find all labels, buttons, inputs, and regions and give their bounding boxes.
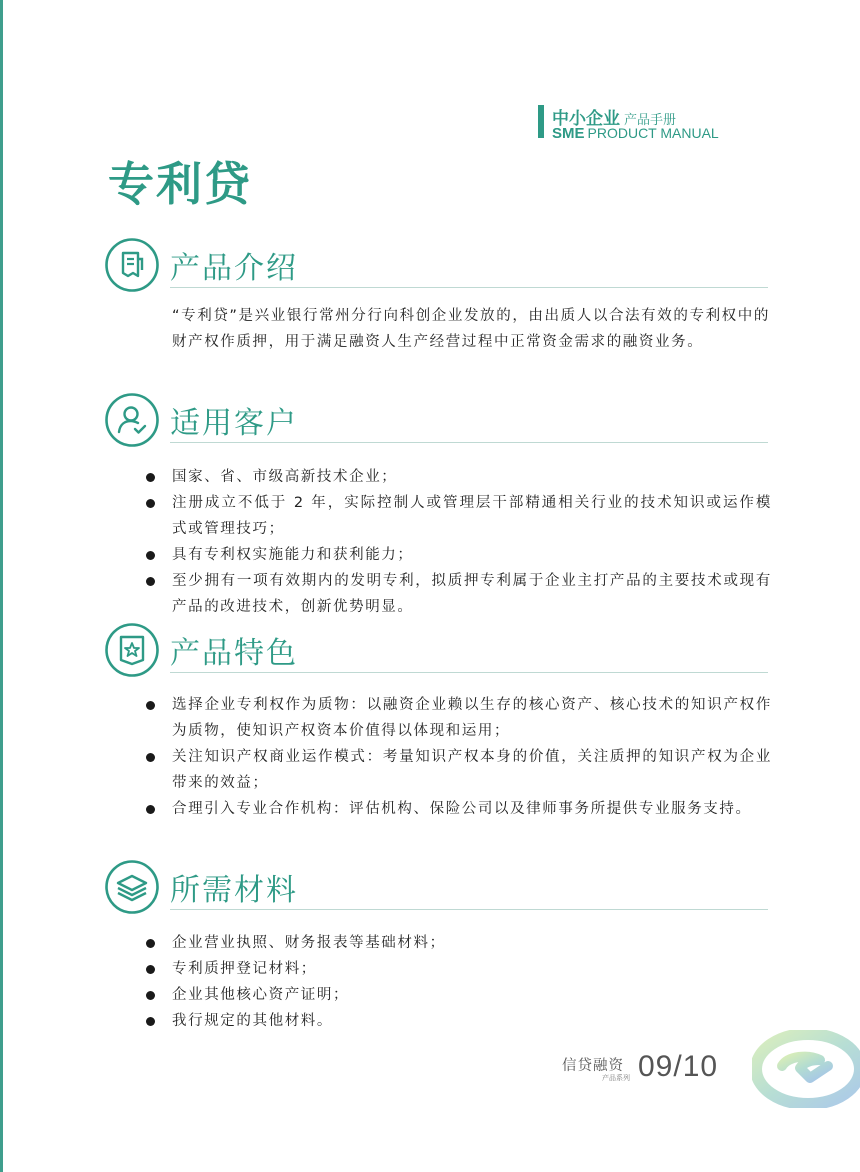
section-title: 产品介绍 <box>170 251 298 286</box>
bullet-dot <box>146 551 155 560</box>
brand-cn: 中小企业 <box>552 109 620 129</box>
list-item <box>146 490 772 542</box>
list-item-text: 注册成立不低于 2 年，实际控制人或管理层干部精通相关行业的技术知识或运作模式或管理技巧； <box>172 495 772 537</box>
section-divider <box>170 672 768 673</box>
series-label: 信贷融资 <box>562 1058 624 1074</box>
bullet-dot <box>146 473 155 482</box>
list-item <box>146 956 772 982</box>
list-item-text: 关注知识产权商业运作模式：考量知识产权本身的价值，关注质押的知识产权为企业带来的效益； <box>172 749 772 791</box>
list-item <box>146 930 772 956</box>
section-materials <box>104 859 768 917</box>
materials-list <box>146 930 772 1034</box>
customers-list <box>146 464 772 620</box>
section-title: 所需材料 <box>170 873 298 908</box>
intro-paragraph: “专利贷”是兴业银行常州分行向科创企业发放的，由出质人以合法有效的专利权中的财产权作质押，用于满足融资人生产经营过程中正常资金需求的融资业务。 <box>172 308 770 350</box>
section-divider <box>170 287 768 288</box>
list-item <box>146 744 772 796</box>
list-item-text: 企业营业执照、财务报表等基础材料； <box>172 935 446 951</box>
page-number: 09/10 <box>638 1050 719 1083</box>
section-heading <box>104 622 768 680</box>
bullet-dot <box>146 965 155 974</box>
bullet-dot <box>146 1017 155 1026</box>
section-heading <box>104 237 768 295</box>
list-item <box>146 796 772 822</box>
list-item <box>146 1008 772 1034</box>
document-icon <box>104 237 160 293</box>
list-item-text: 我行规定的其他材料。 <box>172 1013 333 1029</box>
list-item-text: 国家、省、市级高新技术企业； <box>172 469 398 485</box>
left-edge-rule <box>0 0 3 1172</box>
bullet-dot <box>146 499 155 508</box>
bank-logo-icon <box>752 1030 860 1108</box>
page-title: 专利贷 <box>108 157 252 211</box>
list-item-text: 企业其他核心资产证明； <box>172 987 350 1003</box>
section-features <box>104 622 768 680</box>
section-title: 产品特色 <box>170 636 298 671</box>
list-item-text: 选择企业专利权作为质物：以融资企业赖以生存的核心资产、核心技术的知识产权作为质物，使知识产权资本价值得以体现和运用； <box>172 697 772 739</box>
section-divider <box>170 442 768 443</box>
list-item-text: 至少拥有一项有效期内的发明专利，拟质押专利属于企业主打产品的主要技术或现有产品的改进技术，创新优势明显。 <box>172 573 772 615</box>
list-item <box>146 464 772 490</box>
bullet-dot <box>146 701 155 710</box>
list-item-text: 具有专利权实施能力和获利能力； <box>172 547 414 563</box>
bullet-dot <box>146 991 155 1000</box>
section-intro <box>104 237 768 295</box>
list-item-text: 专利质押登记材料； <box>172 961 317 977</box>
bullet-dot <box>146 939 155 948</box>
brand-line-en <box>552 123 719 142</box>
section-heading <box>104 859 768 917</box>
section-divider <box>170 909 768 910</box>
bullet-dot <box>146 577 155 586</box>
features-list <box>146 692 772 822</box>
brand-en: PRODUCT MANUAL <box>587 125 719 141</box>
section-heading <box>104 392 768 450</box>
brand-bar <box>538 105 544 138</box>
badge-star-icon <box>104 622 160 678</box>
list-item <box>146 542 772 568</box>
brand-en-bold: SME <box>552 125 585 142</box>
layers-icon <box>104 859 160 915</box>
section-title: 适用客户 <box>170 406 298 441</box>
bullet-dot <box>146 753 155 762</box>
section-customers <box>104 392 768 450</box>
list-item <box>146 982 772 1008</box>
brand-cn-sub: 产品手册 <box>624 113 677 128</box>
series-sublabel: 产品系列 <box>602 1074 630 1082</box>
page-footer <box>562 1050 742 1090</box>
list-item-text: 合理引入专业合作机构：评估机构、保险公司以及律师事务所提供专业服务支持。 <box>172 801 752 817</box>
list-item <box>146 692 772 744</box>
user-check-icon <box>104 392 160 448</box>
bullet-dot <box>146 805 155 814</box>
list-item <box>146 568 772 620</box>
